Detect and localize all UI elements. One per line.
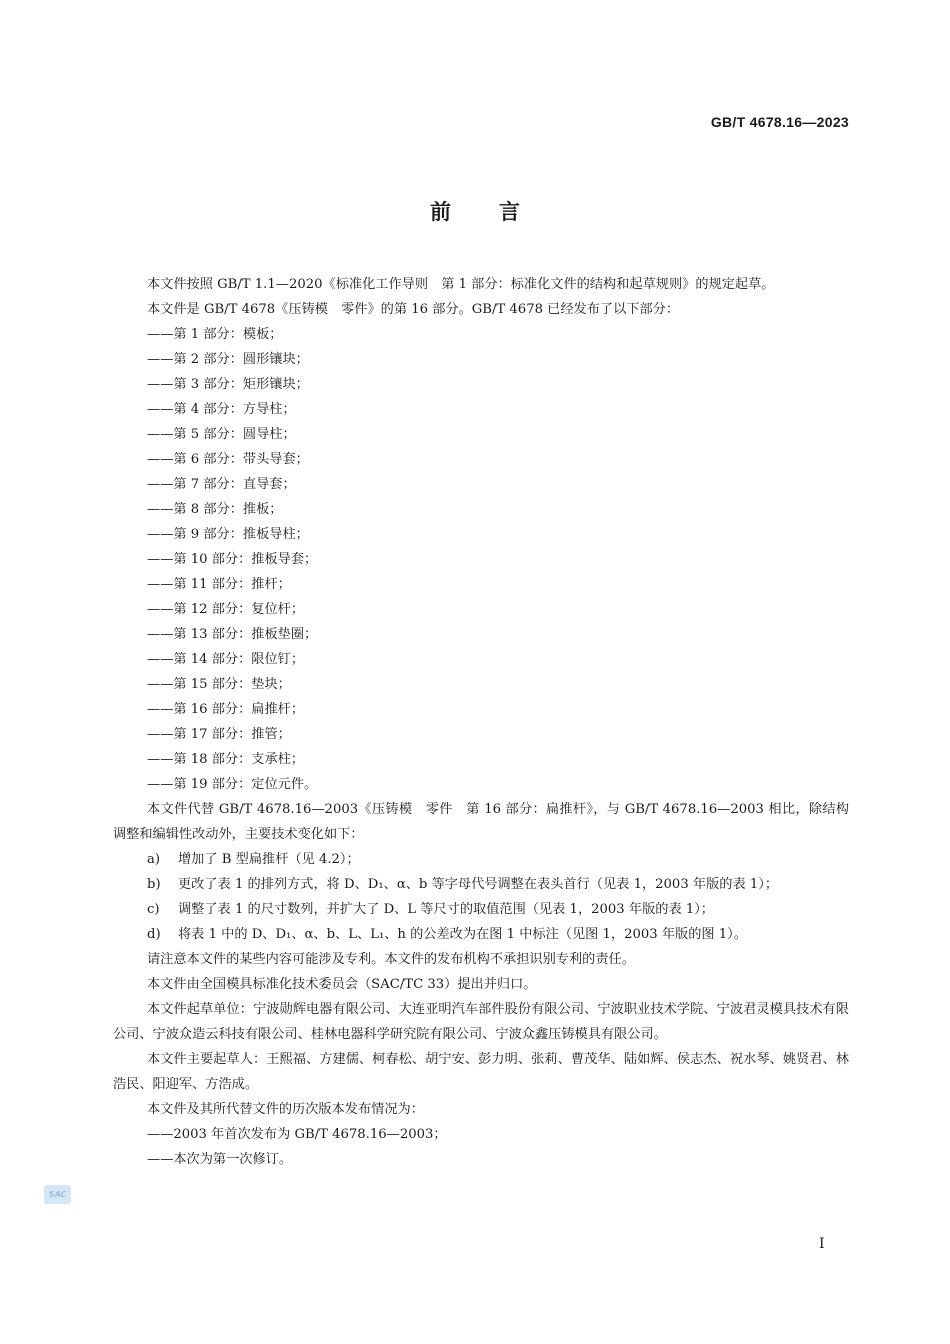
page-number: I <box>819 1236 825 1252</box>
list-item <box>113 872 849 897</box>
list-item <box>113 897 849 922</box>
changes-list <box>113 847 849 947</box>
intro-paragraph: 本文件按照 GB/T 1.1—2020《标准化工作导则 第 1 部分：标准化文件的结构和起草规则》的规定起草。 <box>147 277 775 292</box>
list-item: ——第 18 部分：支承柱； <box>147 752 305 767</box>
drafters: 本文件主要起草人：王熙福、方建儒、柯春松、胡宁安、彭力明、张莉、曹茂华、陆如辉、侯志杰、祝水琴、姚贤君、林浩民、阳迎军、方浩成。 <box>113 1052 849 1092</box>
list-item: ——第 7 部分：直导套； <box>147 477 296 492</box>
list-item: ——第 14 部分：限位钉； <box>147 652 305 667</box>
list-item: ——第 12 部分：复位杆； <box>147 602 305 617</box>
list-item: ——第 5 部分：圆导柱； <box>147 427 296 442</box>
patent-note: 请注意本文件的某些内容可能涉及专利。本文件的发布机构不承担识别专利的责任。 <box>147 952 635 967</box>
proposer-note: 本文件由全国模具标准化技术委员会（SAC/TC 33）提出并归口。 <box>147 977 537 992</box>
list-item: ——第 17 部分：推管； <box>147 727 291 742</box>
item-text: 更改了表 1 的排列方式，将 D、D₁、α、b 等字母代号调整在表头首行（见表 1，2003 年版的表 1）； <box>178 877 779 892</box>
page-title: 前言 <box>430 200 568 224</box>
list-item <box>113 922 849 947</box>
list-item: ——第 8 部分：推板； <box>147 502 283 517</box>
history-list <box>113 1122 849 1172</box>
list-item: ——第 6 部分：带头导套； <box>147 452 309 467</box>
parts-list <box>113 322 849 797</box>
foreword-body <box>113 272 849 1172</box>
item-marker: b) <box>147 877 161 892</box>
list-item: ——第 2 部分：圆形镶块； <box>147 352 309 367</box>
list-item: ——第 16 部分：扁推杆； <box>147 702 305 717</box>
history-intro: 本文件及其所代替文件的历次版本发布情况为： <box>147 1102 424 1117</box>
list-item: ——第 4 部分：方导柱； <box>147 402 296 417</box>
intro-paragraph: 本文件是 GB/T 4678《压铸模 零件》的第 16 部分。GB/T 4678 已经发布了以下部分： <box>147 302 680 317</box>
standard-number: GB/T 4678.16—2023 <box>710 114 849 130</box>
drafting-units: 本文件起草单位：宁波勋辉电器有限公司、大连亚明汽车部件股份有限公司、宁波职业技术学院、宁波君灵模具技术有限公司、宁波众造云科技有限公司、桂林电器科学研究院有限公司、宁波众鑫压铸模具有限公司。 <box>113 1002 849 1042</box>
list-item: ——第 19 部分：定位元件。 <box>147 777 318 792</box>
list-item: ——第 13 部分：推板垫圈； <box>147 627 318 642</box>
sac-logo-icon: SAC <box>44 1185 71 1204</box>
item-text: 增加了 B 型扁推杆（见 4.2）； <box>178 852 360 867</box>
list-item: ——第 9 部分：推板导柱； <box>147 527 309 542</box>
list-item <box>113 847 849 872</box>
list-item: ——2003 年首次发布为 GB/T 4678.16—2003； <box>147 1127 447 1142</box>
list-item: ——第 11 部分：推杆； <box>147 577 291 592</box>
item-text: 调整了表 1 的尺寸数列，并扩大了 D、L 等尺寸的取值范围（见表 1，2003 年版的表 1）； <box>178 902 714 917</box>
replacement-paragraph: 本文件代替 GB/T 4678.16—2003《压铸模 零件 第 16 部分：扁推杆》，与 GB/T 4678.16—2003 相比，除结构调整和编辑性改动外，主要技术变化如下： <box>113 802 849 842</box>
item-marker: d) <box>147 927 161 942</box>
list-item: ——第 15 部分：垫块； <box>147 677 291 692</box>
list-item: ——第 3 部分：矩形镶块； <box>147 377 309 392</box>
list-item: ——第 1 部分：模板； <box>147 327 283 342</box>
item-text: 将表 1 中的 D、D₁、α、b、L、L₁、h 的公差改为在图 1 中标注（见图 1，2003 年版的图 1）。 <box>178 927 747 942</box>
item-marker: a) <box>147 852 161 867</box>
list-item: ——本次为第一次修订。 <box>147 1152 293 1167</box>
item-marker: c) <box>147 902 160 917</box>
list-item: ——第 10 部分：推板导套； <box>147 552 318 567</box>
